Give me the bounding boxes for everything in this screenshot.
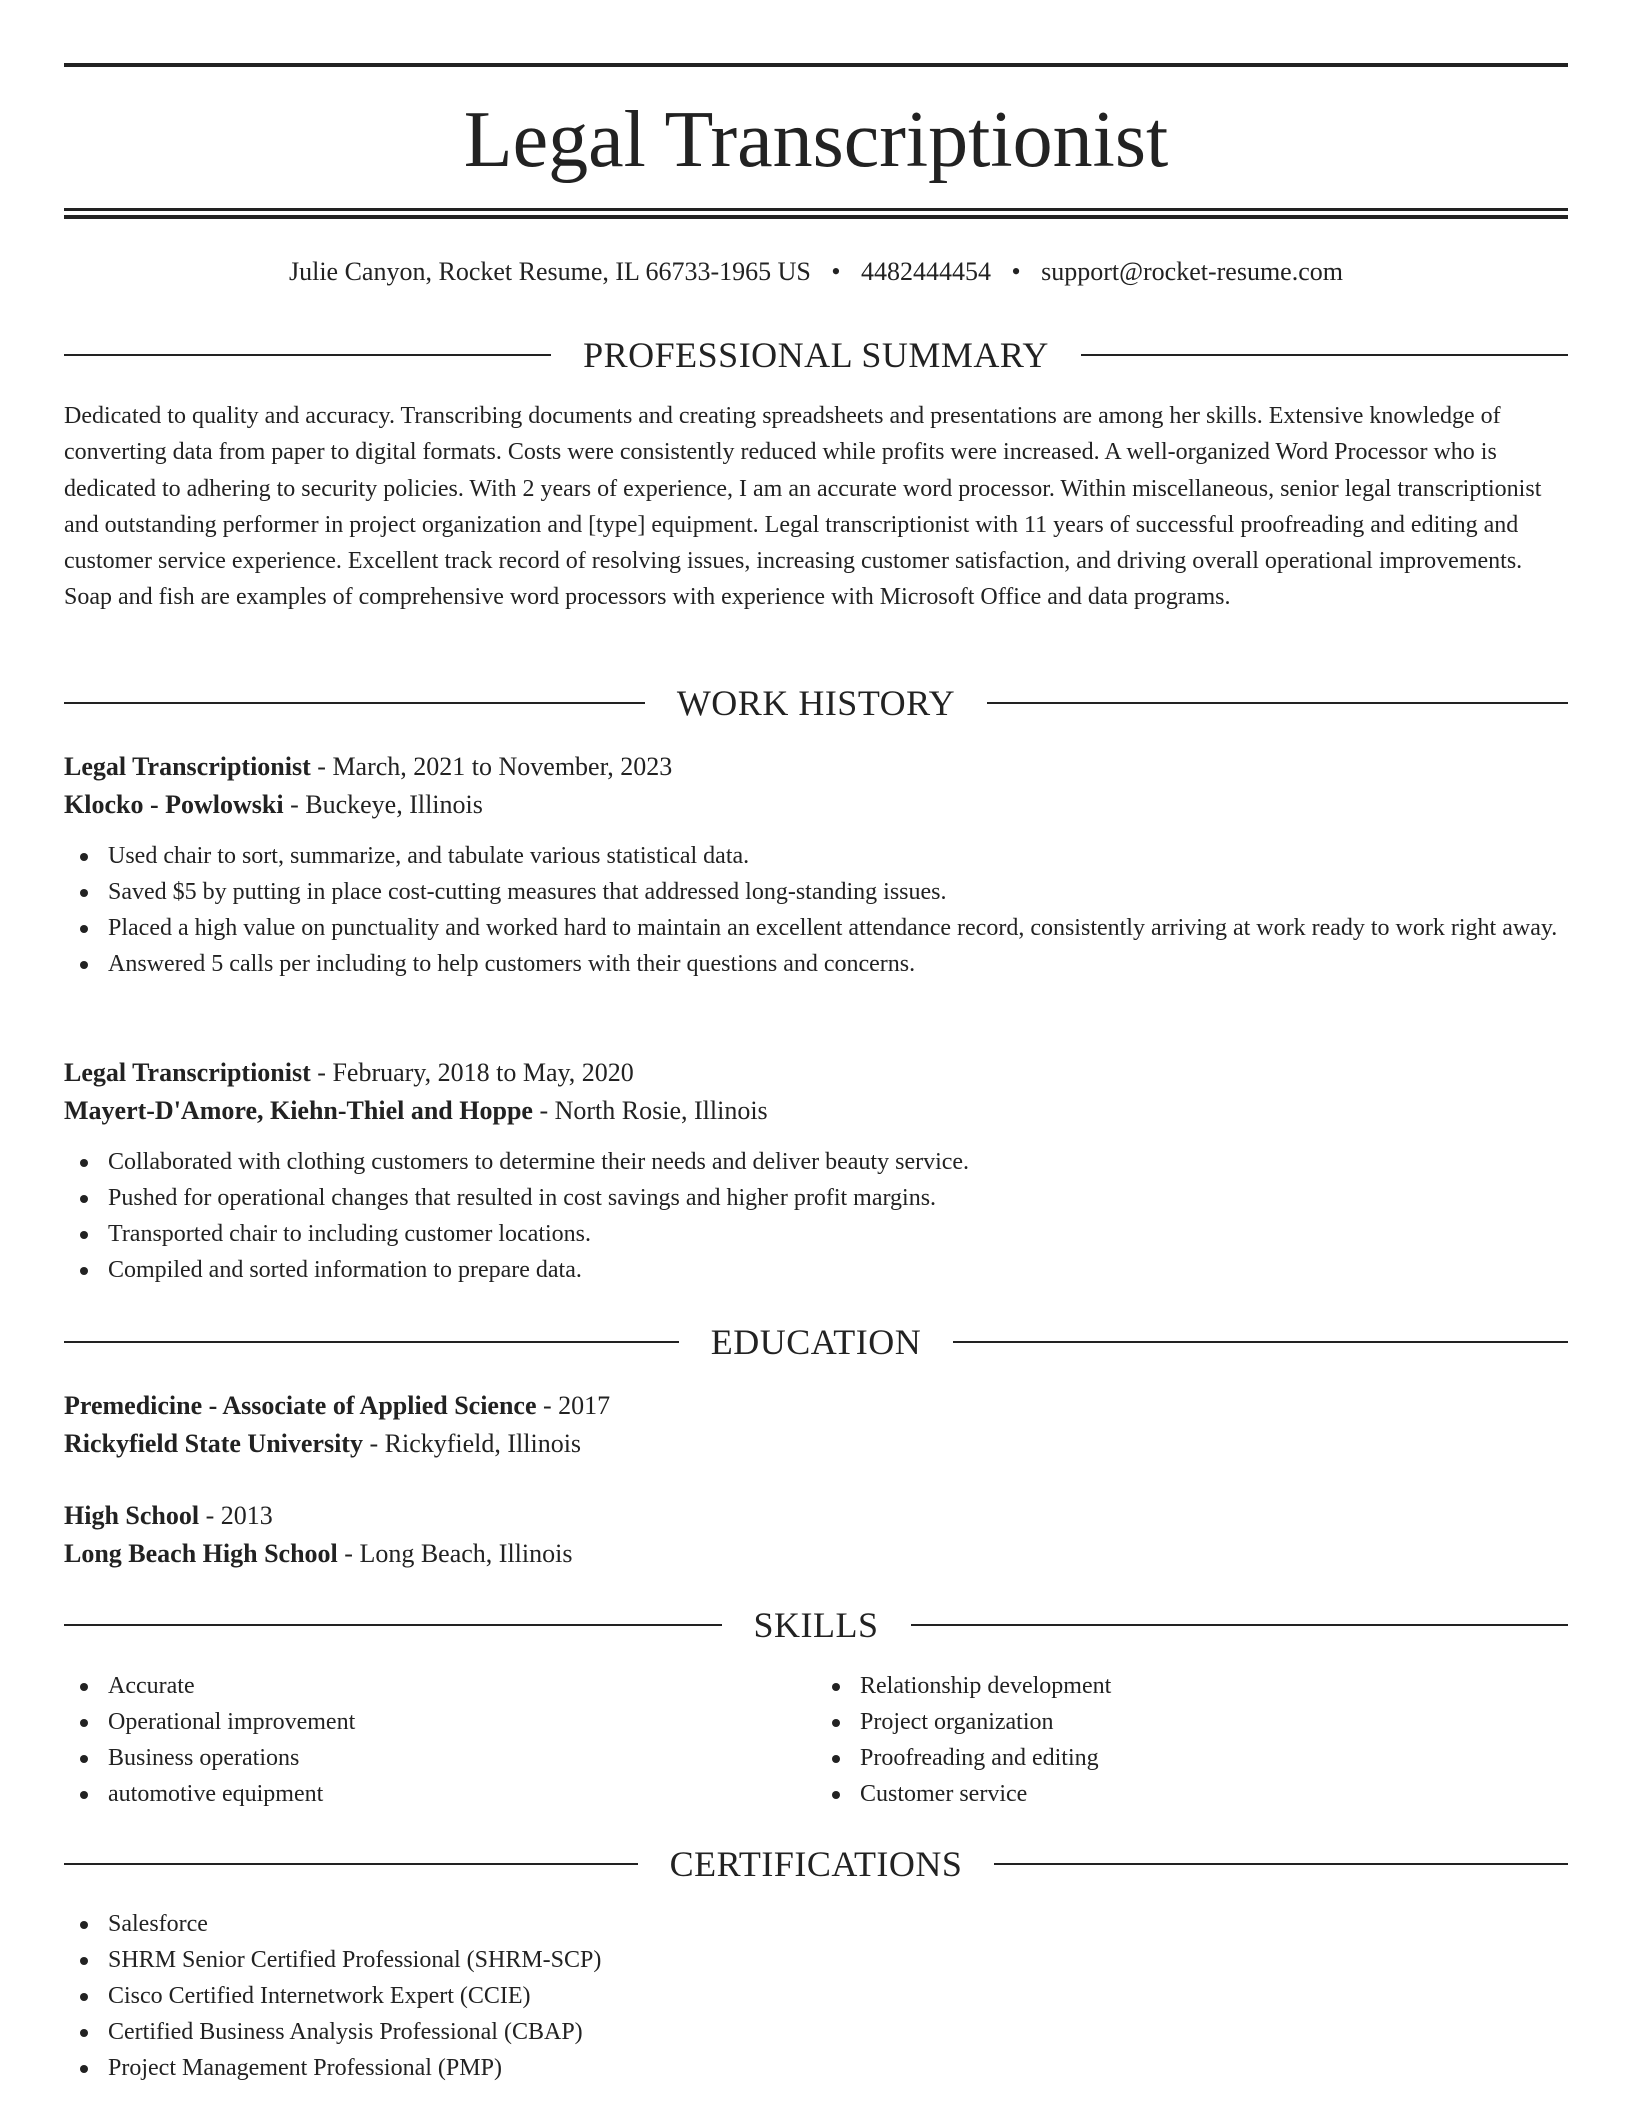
skills-list — [816, 1668, 1568, 1812]
heading-rule — [911, 1624, 1569, 1626]
job-bullet: Collaborated with clothing customers to determine their needs and deliver beauty service. — [64, 1144, 1568, 1180]
contact-phone: 4482444454 — [860, 257, 991, 286]
section-title: PROFESSIONAL SUMMARY — [583, 335, 1049, 375]
section-title: EDUCATION — [710, 1322, 922, 1362]
job-location: - North Rosie, Illinois — [539, 1096, 768, 1125]
top-rule — [64, 63, 1568, 67]
certifications-block — [64, 1906, 1568, 2086]
section-heading-summary — [64, 331, 1568, 379]
job-location: - Buckeye, Illinois — [290, 790, 483, 819]
contact-address: Julie Canyon, Rocket Resume, IL 66733-1965 US — [288, 257, 811, 286]
education-school-row — [64, 1535, 1568, 1573]
education-entry — [64, 1497, 1568, 1573]
section-title: WORK HISTORY — [676, 683, 956, 723]
education-degree: High School — [64, 1501, 200, 1530]
resume-title: Legal Transcriptionist — [463, 96, 1169, 184]
job-dates: - March, 2021 to November, 2023 — [317, 752, 673, 781]
job-bullet: Used chair to sort, summarize, and tabulate various statistical data. — [64, 838, 1568, 874]
job-bullets — [64, 1144, 1568, 1288]
job-bullet: Answered 5 calls per including to help customers with their questions and concerns. — [64, 946, 1568, 982]
job-company: Mayert-D'Amore, Kiehn-Thiel and Hoppe — [64, 1096, 533, 1125]
heading-rule — [64, 1341, 679, 1343]
heading-rule — [994, 1863, 1568, 1865]
skill-item: Project organization — [816, 1704, 1568, 1740]
section-heading-skills — [64, 1601, 1568, 1649]
job-title: Legal Transcriptionist — [64, 752, 311, 781]
certification-item: Project Management Professional (PMP) — [64, 2050, 1568, 2086]
education-year: - 2013 — [205, 1501, 273, 1530]
heading-rule — [64, 1624, 722, 1626]
heading-rule — [64, 1863, 638, 1865]
certification-item: Cisco Certified Internetwork Expert (CCIE) — [64, 1978, 1568, 2014]
education-entry — [64, 1387, 1568, 1463]
heading-rule — [64, 702, 645, 704]
job-dates: - February, 2018 to May, 2020 — [317, 1058, 634, 1087]
job-entry — [64, 748, 1568, 982]
contact-separator: • — [831, 257, 841, 286]
skill-item: Accurate — [64, 1668, 816, 1704]
education-school: Long Beach High School — [64, 1539, 338, 1568]
section-title: SKILLS — [753, 1605, 879, 1645]
education-degree-row — [64, 1387, 1568, 1425]
job-company-row — [64, 1092, 1568, 1130]
education-degree: Premedicine - Associate of Applied Science — [64, 1391, 537, 1420]
job-bullet: Transported chair to including customer locations. — [64, 1216, 1568, 1252]
certification-item: Salesforce — [64, 1906, 1568, 1942]
skill-item: Proofreading and editing — [816, 1740, 1568, 1776]
certifications-list — [64, 1906, 1568, 2086]
contact-separator: • — [1011, 257, 1021, 286]
skill-item: Business operations — [64, 1740, 816, 1776]
education-school: Rickyfield State University — [64, 1429, 363, 1458]
section-title: CERTIFICATIONS — [669, 1844, 963, 1884]
summary-text: Dedicated to quality and accuracy. Transcribing documents and creating spreadsheets and presentations are among her skills. Extensive knowledge of converting data from paper to digital formats. Costs were consistently reduced while profits were increased. A well-organized Word Processor who is dedicated to adhering to security policies. With 2 years of experience, I am an accurate word processor. Within miscellaneous, senior legal transcriptionist and outstanding performer in project organization and [type] equipment. Legal transcriptionist with 11 years of successful proofreading and editing and customer service experience. Excellent track record of resolving issues, increasing customer satisfaction, and driving overall operational improvements. Soap and fish are examples of comprehensive word processors with experience with Microsoft Office and data programs. — [64, 403, 1542, 611]
education-year: - 2017 — [543, 1391, 611, 1420]
section-heading-certifications — [64, 1840, 1568, 1888]
education-location: - Long Beach, Illinois — [344, 1539, 573, 1568]
education-location: - Rickyfield, Illinois — [369, 1429, 582, 1458]
heading-rule — [64, 354, 551, 356]
job-bullet: Placed a high value on punctuality and worked hard to maintain an excellent attendance record, consistently arriving at work ready to work right away. — [64, 910, 1568, 946]
education-degree-row — [64, 1497, 1568, 1535]
skill-item: Operational improvement — [64, 1704, 816, 1740]
job-bullet: Saved $5 by putting in place cost-cutting measures that addressed long-standing issues. — [64, 874, 1568, 910]
education-school-row — [64, 1425, 1568, 1463]
section-heading-work — [64, 679, 1568, 727]
job-bullet: Pushed for operational changes that resulted in cost savings and higher profit margins. — [64, 1180, 1568, 1216]
skill-item: Relationship development — [816, 1668, 1568, 1704]
heading-rule — [1081, 354, 1568, 356]
skills-column-left — [64, 1668, 816, 1812]
job-bullets — [64, 838, 1568, 982]
title-double-rule — [64, 208, 1568, 219]
skills-column-right — [816, 1668, 1568, 1812]
job-entry — [64, 1054, 1568, 1288]
job-bullet: Compiled and sorted information to prepare data. — [64, 1252, 1568, 1288]
skills-list — [64, 1668, 816, 1812]
certification-item: Certified Business Analysis Professional (CBAP) — [64, 2014, 1568, 2050]
contact-email: support@rocket-resume.com — [1041, 257, 1343, 286]
job-title-row — [64, 1054, 1568, 1092]
certification-item: SHRM Senior Certified Professional (SHRM-SCP) — [64, 1942, 1568, 1978]
job-company: Klocko - Powlowski — [64, 790, 284, 819]
contact-line — [64, 254, 1568, 290]
section-heading-education — [64, 1318, 1568, 1366]
heading-rule — [953, 1341, 1568, 1343]
job-company-row — [64, 786, 1568, 824]
skills-columns — [64, 1668, 1568, 1812]
skill-item: Customer service — [816, 1776, 1568, 1812]
job-title-row — [64, 748, 1568, 786]
skill-item: automotive equipment — [64, 1776, 816, 1812]
job-title: Legal Transcriptionist — [64, 1058, 311, 1087]
heading-rule — [987, 702, 1568, 704]
